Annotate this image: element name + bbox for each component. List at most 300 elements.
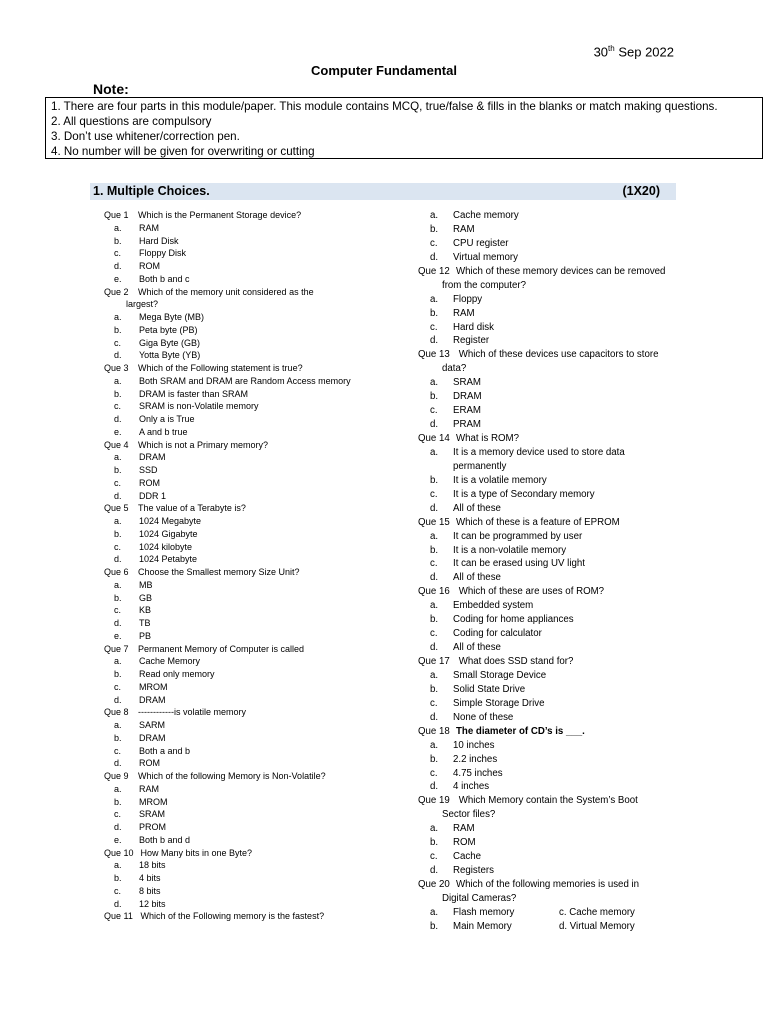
option-letter: b. xyxy=(114,388,122,399)
option-text: 18 bits xyxy=(139,860,166,871)
option-text: Solid State Drive xyxy=(453,683,526,695)
option-line xyxy=(418,544,758,558)
option-letter: c. xyxy=(430,237,438,249)
question-line xyxy=(418,794,758,808)
option-line xyxy=(418,683,758,697)
option-letter: e. xyxy=(114,426,122,437)
question-line xyxy=(104,706,414,719)
option-continuation xyxy=(418,460,758,474)
question-line xyxy=(418,265,758,279)
option-line xyxy=(104,477,414,490)
option-line xyxy=(104,222,414,235)
question-text: Which of these memory devices can be removed xyxy=(456,265,666,277)
option-letter: d. xyxy=(430,572,439,584)
question-text: Which of the following memories is used in xyxy=(456,879,640,890)
question-line xyxy=(104,770,414,783)
question-number: Que 16 xyxy=(418,586,450,598)
option-line xyxy=(104,426,414,439)
question-number: Que 13 xyxy=(418,349,450,361)
option-text: Read only memory xyxy=(139,669,215,679)
option-line xyxy=(104,349,414,362)
option-line xyxy=(418,223,758,237)
option-line xyxy=(418,404,758,418)
question-text: The diameter of CD’s is ___. xyxy=(456,725,585,737)
option-letter: a. xyxy=(114,222,122,233)
option-text: Cache xyxy=(453,851,482,863)
option-line xyxy=(104,592,414,605)
option-text: Virtual memory xyxy=(453,251,518,263)
option-line xyxy=(104,681,414,694)
option-line xyxy=(418,293,758,307)
option-text: It can be programmed by user xyxy=(453,530,583,542)
option-text: MROM xyxy=(139,681,168,692)
document-title: Computer Fundamental xyxy=(311,63,457,78)
option-text: c. Cache memory xyxy=(559,906,635,918)
option-letter: d. xyxy=(114,898,122,909)
option-text: PRAM xyxy=(453,419,481,431)
option-line xyxy=(104,694,414,707)
option-line xyxy=(418,237,758,251)
option-text: RAM xyxy=(139,222,159,233)
option-line xyxy=(104,604,414,617)
note-line: 3. Don’t use whitener/correction pen. xyxy=(51,130,240,143)
question-text: Which Memory contain the System’s Boot xyxy=(456,795,638,807)
question-line xyxy=(418,516,758,530)
option-letter: b. xyxy=(114,235,122,246)
option-letter: e. xyxy=(114,273,122,284)
right-question-column xyxy=(418,209,758,934)
option-line xyxy=(104,400,414,413)
question-number: Que 12 xyxy=(418,265,450,277)
question-text: Which of these is a feature of EPROM xyxy=(456,516,620,528)
option-text: DDR 1 xyxy=(139,490,167,501)
option-text: It is a memory device used to store data xyxy=(453,446,625,458)
option-text: 2.2 inches xyxy=(453,753,498,765)
question-number: Que 19 xyxy=(418,795,450,807)
option-line xyxy=(104,630,414,643)
option-letter: b. xyxy=(114,465,122,475)
option-line xyxy=(104,898,414,911)
question-text: Choose the Smallest memory Size Unit? xyxy=(138,567,300,577)
note-line: 2. All questions are compulsory xyxy=(51,115,212,128)
question-text: How Many bits in one Byte? xyxy=(138,847,253,858)
option-text: 12 bits xyxy=(139,898,166,909)
option-text: RAM xyxy=(453,307,475,319)
option-line xyxy=(104,541,414,554)
option-line xyxy=(104,859,414,872)
question-line xyxy=(104,362,414,375)
option-text: 4.75 inches xyxy=(453,767,503,779)
option-line xyxy=(104,808,414,821)
option-text: A and b true xyxy=(139,426,188,437)
option-text: Both b and c xyxy=(139,273,190,284)
option-line xyxy=(418,613,758,627)
option-letter: a. xyxy=(114,656,122,667)
option-text: RAM xyxy=(139,783,159,794)
option-line xyxy=(104,490,414,503)
left-question-column xyxy=(104,209,414,923)
option-line xyxy=(418,906,758,920)
option-letter: a. xyxy=(430,210,439,221)
option-letter: c. xyxy=(430,767,438,779)
question-line xyxy=(418,432,758,446)
option-text: All of these xyxy=(453,502,501,514)
option-letter: b. xyxy=(430,614,439,626)
question-number: Que 15 xyxy=(418,516,450,528)
option-line xyxy=(418,307,758,321)
option-letter: c. xyxy=(114,477,122,488)
option-text: 1024 Petabyte xyxy=(139,554,198,565)
option-line xyxy=(104,745,414,758)
option-line xyxy=(104,579,414,592)
question-line xyxy=(418,585,758,599)
option-line xyxy=(104,821,414,834)
option-letter: d. xyxy=(430,251,439,263)
question-continuation: data? xyxy=(442,363,467,375)
option-letter: b. xyxy=(114,873,122,883)
option-line xyxy=(418,697,758,711)
option-text: It is a non-volatile memory xyxy=(453,544,567,556)
option-text: Only a is True xyxy=(139,414,195,424)
option-text: Both SRAM and DRAM are Random Access memory xyxy=(139,375,351,386)
option-text: It is a type of Secondary memory xyxy=(453,488,595,500)
question-number: Que 20 xyxy=(418,879,450,890)
option-letter: c. xyxy=(430,405,438,417)
question-line xyxy=(104,847,414,860)
option-line xyxy=(104,655,414,668)
option-line xyxy=(418,739,758,753)
question-continuation: Sector files? xyxy=(442,809,496,821)
note-line: 1. There are four parts in this module/paper. This module contains MCQ, true/false & fills in the blanks or match making questions. xyxy=(51,100,718,113)
option-letter: c. xyxy=(430,697,438,709)
option-line xyxy=(104,783,414,796)
option-line xyxy=(104,885,414,898)
option-line xyxy=(104,464,414,477)
question-line xyxy=(104,643,414,656)
option-text: ROM xyxy=(453,837,476,849)
question-text: Which of the Following statement is true? xyxy=(138,363,303,373)
option-letter: a. xyxy=(430,906,439,918)
option-letter: a. xyxy=(114,375,122,386)
question-number: Que 1 xyxy=(104,210,129,220)
option-text: Peta byte (PB) xyxy=(139,324,198,335)
option-text: Main Memory xyxy=(453,920,512,932)
option-text: 1024 Megabyte xyxy=(139,516,202,526)
question-number: Que 2 xyxy=(104,286,129,297)
question-line xyxy=(418,725,758,739)
option-letter: d. xyxy=(430,419,439,431)
option-line xyxy=(104,553,414,566)
option-text: Coding for home appliances xyxy=(453,614,574,626)
option-text: permanently xyxy=(453,460,507,472)
option-line xyxy=(104,872,414,885)
option-text: It can be erased using UV light xyxy=(453,558,585,570)
option-text: 4 bits xyxy=(139,873,161,883)
option-text: 10 inches xyxy=(453,739,495,751)
option-text: ROM xyxy=(139,477,160,488)
question-number: Que 4 xyxy=(104,439,129,450)
option-line xyxy=(418,418,758,432)
option-text: SRAM is non-Volatile memory xyxy=(139,401,259,412)
option-text: SRAM xyxy=(453,377,481,389)
question-line xyxy=(104,286,414,299)
option-text: DRAM xyxy=(139,452,166,463)
option-line xyxy=(418,251,758,265)
option-text: ERAM xyxy=(453,405,481,417)
option-letter: b. xyxy=(430,683,439,695)
option-letter: b. xyxy=(430,474,439,486)
option-text: Both b and d xyxy=(139,834,191,845)
option-line xyxy=(104,796,414,809)
option-letter: e. xyxy=(114,630,122,641)
option-letter: b. xyxy=(114,669,122,679)
option-line xyxy=(104,528,414,541)
option-line xyxy=(418,488,758,502)
option-line xyxy=(104,617,414,630)
option-letter: d. xyxy=(430,781,439,793)
option-letter: a. xyxy=(430,600,439,612)
option-line xyxy=(104,515,414,528)
question-line xyxy=(418,878,758,892)
question-text: Permanent Memory of Computer is called xyxy=(138,643,305,654)
question-text: Which of the Following memory is the fastest? xyxy=(138,911,325,922)
option-line xyxy=(104,834,414,847)
option-letter: c. xyxy=(430,488,438,500)
option-line xyxy=(104,388,414,401)
option-line xyxy=(104,668,414,681)
option-letter: a. xyxy=(430,669,439,681)
option-letter: d. xyxy=(114,261,122,271)
option-letter: d. xyxy=(430,502,439,514)
option-line xyxy=(104,757,414,770)
option-line xyxy=(104,247,414,260)
option-letter: a. xyxy=(430,739,439,751)
option-letter: d. xyxy=(114,414,122,424)
option-line xyxy=(418,502,758,516)
question-line xyxy=(104,439,414,452)
option-text: MROM xyxy=(139,796,168,807)
option-letter: d. xyxy=(114,554,122,565)
option-line xyxy=(418,711,758,725)
question-number: Que 10 xyxy=(104,847,134,858)
option-letter: c. xyxy=(430,558,438,570)
option-letter: d. xyxy=(114,758,122,769)
option-line xyxy=(104,451,414,464)
option-letter: b. xyxy=(430,544,439,556)
option-text: Register xyxy=(453,335,490,347)
option-letter: b. xyxy=(114,324,122,335)
option-letter: b. xyxy=(114,592,122,603)
option-line xyxy=(418,767,758,781)
option-letter: a. xyxy=(430,446,439,458)
option-letter: a. xyxy=(430,823,439,835)
question-text: Which of the following Memory is Non-Volatile? xyxy=(138,771,326,781)
option-line xyxy=(104,413,414,426)
notes-box xyxy=(45,97,763,159)
option-letter: d. xyxy=(114,350,122,361)
option-letter: c. xyxy=(430,851,438,863)
option-letter: d. xyxy=(430,335,439,347)
option-text: KB xyxy=(139,605,152,616)
option-letter: b. xyxy=(430,753,439,765)
question-text: ------------is volatile memory xyxy=(138,707,246,718)
option-line xyxy=(418,753,758,767)
option-text: ROM xyxy=(139,758,160,769)
option-text: None of these xyxy=(453,711,514,723)
option-text: Embedded system xyxy=(453,600,534,612)
option-letter: b. xyxy=(430,391,439,403)
option-line xyxy=(418,822,758,836)
option-line xyxy=(418,850,758,864)
option-text: RAM xyxy=(453,223,475,235)
question-number: Que 6 xyxy=(104,567,129,577)
option-letter: d. xyxy=(430,711,439,723)
option-letter: a. xyxy=(430,377,439,389)
option-line xyxy=(418,321,758,335)
option-text: Yotta Byte (YB) xyxy=(139,350,201,361)
option-letter: c. xyxy=(114,248,122,259)
option-letter: e. xyxy=(114,834,122,845)
option-letter: c. xyxy=(114,885,122,896)
question-continuation: from the computer? xyxy=(442,279,526,291)
option-letter: c. xyxy=(114,745,122,756)
option-line xyxy=(418,920,758,934)
option-text: Cache memory xyxy=(453,210,519,221)
question-number: Que 9 xyxy=(104,771,129,781)
option-letter: a. xyxy=(114,516,122,526)
option-text: Floppy Disk xyxy=(139,248,187,259)
option-letter: d. xyxy=(114,694,122,705)
option-text: SSD xyxy=(139,465,158,475)
option-text: Floppy xyxy=(453,293,483,305)
option-text: All of these xyxy=(453,642,501,654)
option-letter: b. xyxy=(114,796,122,807)
option-letter: b. xyxy=(114,732,122,743)
option-letter: a. xyxy=(430,293,439,305)
question-number: Que 7 xyxy=(104,643,129,654)
exam-date: 30th Sep 2022 xyxy=(593,44,674,60)
option-letter: a. xyxy=(114,783,122,794)
option-letter: a. xyxy=(114,860,122,871)
question-line xyxy=(104,209,414,222)
option-line xyxy=(418,571,758,585)
option-letter: c. xyxy=(430,628,438,640)
option-line xyxy=(104,235,414,248)
option-line xyxy=(418,376,758,390)
option-line xyxy=(418,836,758,850)
question-line xyxy=(104,502,414,515)
option-text: Small Storage Device xyxy=(453,669,547,681)
option-text: PROM xyxy=(139,822,166,832)
option-letter: c. xyxy=(114,401,122,412)
option-letter: d. xyxy=(114,618,122,628)
option-letter: a. xyxy=(114,452,122,463)
option-line xyxy=(104,375,414,388)
question-text: Which of these are uses of ROM? xyxy=(456,586,605,598)
question-line xyxy=(104,566,414,579)
option-letter: d. xyxy=(430,865,439,877)
option-text: DRAM xyxy=(139,694,166,705)
option-letter: c. xyxy=(114,541,122,552)
question-continuation: Digital Cameras? xyxy=(442,892,517,904)
option-text: Simple Storage Drive xyxy=(453,697,545,709)
option-line xyxy=(418,390,758,404)
note-line: 4. No number will be given for overwriting or cutting xyxy=(51,145,315,158)
option-letter: d. xyxy=(114,490,122,501)
section-title: 1. Multiple Choices. xyxy=(93,184,210,198)
option-text: Coding for calculator xyxy=(453,628,542,640)
question-text: Which is not a Primary memory? xyxy=(138,439,269,450)
option-letter: b. xyxy=(430,920,439,932)
question-number: Que 14 xyxy=(418,433,450,444)
option-text: 4 inches xyxy=(453,781,490,793)
question-number: Que 18 xyxy=(418,725,450,737)
option-line xyxy=(104,337,414,350)
question-number: Que 8 xyxy=(104,707,129,718)
option-text: 1024 Gigabyte xyxy=(139,528,198,539)
option-line xyxy=(104,719,414,732)
option-text: 1024 kilobyte xyxy=(139,541,193,552)
option-line xyxy=(418,446,758,460)
option-letter: a. xyxy=(114,720,122,730)
option-line xyxy=(418,780,758,794)
section-marks: (1X20) xyxy=(622,184,660,198)
question-line xyxy=(418,655,758,669)
option-text: CPU register xyxy=(453,237,509,249)
option-line xyxy=(418,627,758,641)
option-text: DRAM is faster than SRAM xyxy=(139,388,249,399)
question-line xyxy=(418,348,758,362)
option-text: Hard Disk xyxy=(139,235,179,246)
question-line xyxy=(104,910,414,923)
option-text: 8 bits xyxy=(139,885,161,896)
question-text: The value of a Terabyte is? xyxy=(138,503,246,514)
option-text: DRAM xyxy=(453,391,482,403)
option-line xyxy=(418,530,758,544)
option-line xyxy=(418,334,758,348)
option-text: Hard disk xyxy=(453,321,494,333)
option-text: MB xyxy=(139,579,153,590)
option-letter: c. xyxy=(114,809,122,820)
option-line xyxy=(104,732,414,745)
option-line xyxy=(418,557,758,571)
option-text: ROM xyxy=(139,261,160,271)
option-line xyxy=(418,669,758,683)
option-text: Giga Byte (GB) xyxy=(139,337,201,348)
option-text: d. Virtual Memory xyxy=(559,920,635,932)
option-text: TB xyxy=(139,618,151,628)
question-number: Que 3 xyxy=(104,363,129,373)
option-text: DRAM xyxy=(139,732,166,743)
option-letter: b. xyxy=(430,837,439,849)
option-letter: c. xyxy=(114,605,122,616)
option-text: All of these xyxy=(453,572,501,584)
option-line xyxy=(104,311,414,324)
section-header xyxy=(90,183,676,200)
option-text: Cache Memory xyxy=(139,656,201,667)
option-letter: a. xyxy=(430,530,439,542)
option-letter: c. xyxy=(114,337,122,348)
question-number: Que 5 xyxy=(104,503,129,514)
option-line xyxy=(104,260,414,273)
option-text: GB xyxy=(139,592,153,603)
question-text: Which of the memory unit considered as the xyxy=(138,286,314,297)
option-letter: c. xyxy=(430,321,438,333)
option-text: RAM xyxy=(453,823,475,835)
question-number: Que 17 xyxy=(418,656,450,667)
option-text: Flash memory xyxy=(453,906,515,918)
option-line xyxy=(104,324,414,337)
